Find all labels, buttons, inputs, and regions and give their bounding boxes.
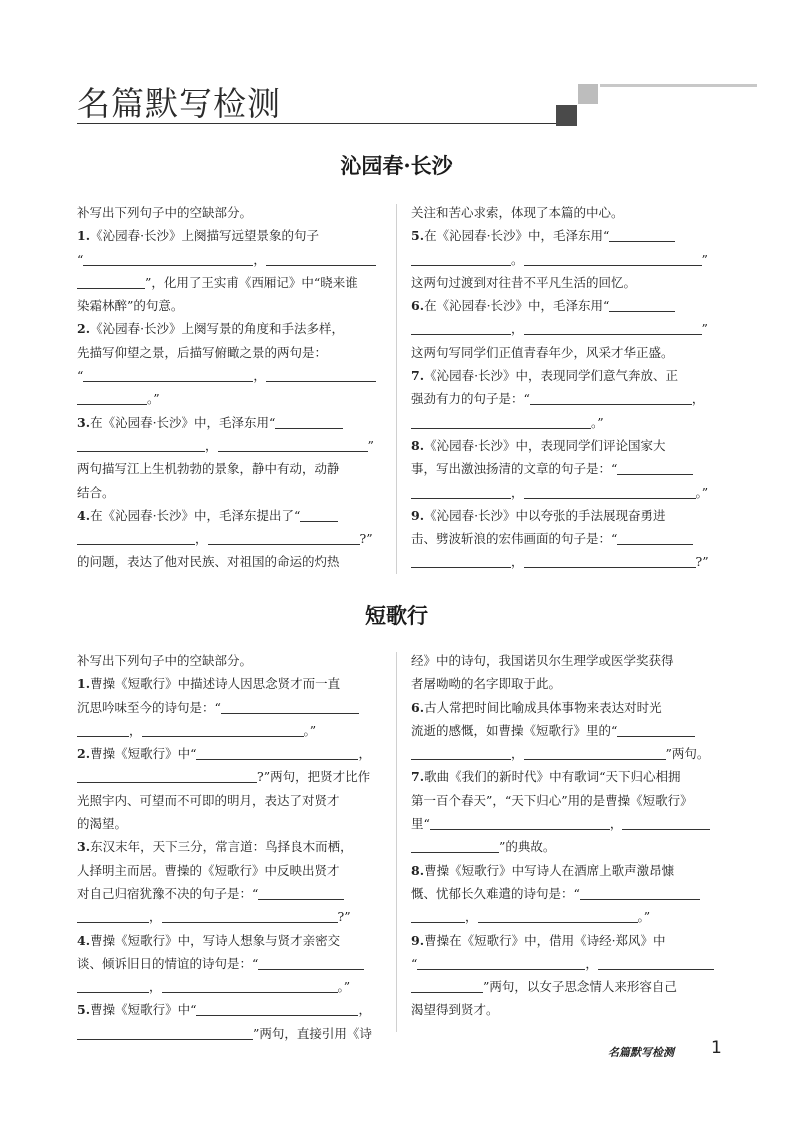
question-3: 3.东汉末年，天下三分，常言道：鸟择良木而栖， <box>77 839 353 855</box>
answer-blank[interactable] <box>411 747 511 760</box>
answer-blank[interactable] <box>77 724 129 737</box>
answer-blank[interactable] <box>411 416 591 429</box>
column-divider <box>396 652 397 1032</box>
question-2: 2.《沁园春·长沙》上阕写景的角度和手法多样， <box>77 321 345 337</box>
answer-blank[interactable] <box>275 416 343 429</box>
answer-blank[interactable] <box>77 439 205 452</box>
answer-blank[interactable] <box>622 817 710 830</box>
instruction: 补写出下列句子中的空缺部分。 <box>77 653 253 668</box>
answer-blank[interactable] <box>77 276 145 289</box>
answer-blank[interactable] <box>524 253 702 266</box>
question-6: 6.在《沁园春·长沙》中，毛泽东用“ <box>411 294 717 317</box>
answer-blank[interactable] <box>430 817 610 830</box>
section2-left-column: 补写出下列句子中的空缺部分。 1.曹操《短歌行》中描述诗人因思念贤才而一直 沉思吟味至今的诗句是：“ ， 。” 2.曹操《短歌行》中“ ， ?”两句，把贤才比作 光照宇内、可望而不可即的明月，表达了对贤才 的渴望。 3.东汉末年，天下三分，常言道：鸟择良木而栖， 人择明主而居。曹操的《短歌行》中反映出贤才 对自己归宿犹豫不决的句子是：“ ， ?” 4.曹操《短歌行》中，写诗人想象与贤才亲密交 谈、倾诉旧日的情谊的诗句是：“ ， 。” 5.曹操《短歌行》中“ ， ”两句，直接引用《诗 <box>77 649 381 1045</box>
answer-blank[interactable] <box>609 299 675 312</box>
section-title-duangexing: 短歌行 <box>365 603 428 628</box>
header-rule <box>77 123 575 124</box>
answer-blank[interactable] <box>258 887 344 900</box>
section-title-qinyuanchun: 沁园春·长沙 <box>340 153 453 178</box>
answer-blank[interactable] <box>524 747 666 760</box>
question-6: 6.古人常把时间比喻成具体事物来表达对时光 <box>411 699 662 715</box>
answer-blank[interactable] <box>411 910 465 923</box>
question-9: 9.《沁园春·长沙》中以夸张的手法展现奋勇进 <box>411 507 666 523</box>
answer-blank[interactable] <box>266 253 376 266</box>
question-3: 3.在《沁园春·长沙》中，毛泽东用“ <box>77 411 381 434</box>
question-5: 5.在《沁园春·长沙》中，毛泽东用“ <box>411 224 717 247</box>
answer-blank[interactable] <box>77 910 149 923</box>
answer-blank[interactable] <box>411 840 499 853</box>
decorative-square-dark <box>556 105 577 126</box>
answer-blank[interactable] <box>300 509 338 522</box>
answer-blank[interactable] <box>142 724 304 737</box>
answer-blank[interactable] <box>218 439 368 452</box>
answer-blank[interactable] <box>258 957 364 970</box>
answer-blank[interactable] <box>208 532 360 545</box>
answer-blank[interactable] <box>598 957 714 970</box>
answer-blank[interactable] <box>580 887 700 900</box>
question-1: 1.《沁园春·长沙》上阕描写远望景象的句子 <box>77 228 320 244</box>
answer-blank[interactable] <box>478 910 638 923</box>
question-1: 1.曹操《短歌行》中描述诗人因思念贤才而一直 <box>77 676 341 692</box>
section1-right-column: 关注和苦心求索，体现了本篇的中心。 5.在《沁园春·长沙》中，毛泽东用“ 。 ” 这两句过渡到对往昔不平凡生活的回忆。 6.在《沁园春·长沙》中，毛泽东用“ ， ” 这两句写同学们正值青春年少，风采才华正盛。 7.《沁园春·长沙》中，表现同学们意气奔放、正 强劲有力的句子是：“ ， 。” 8.《沁园春·长沙》中，表现同学们评论国家大 事，写出激浊扬清的文章的句子是：“ ， 。” 9.《沁园春·长沙》中以夸张的手法展现奋勇进 击、劈波斩浪的宏伟画面的句子是：“ ， ?” <box>411 201 717 574</box>
decorative-square-light <box>578 84 598 104</box>
answer-blank[interactable] <box>83 253 253 266</box>
answer-blank[interactable] <box>83 369 253 382</box>
instruction: 补写出下列句子中的空缺部分。 <box>77 205 253 220</box>
question-5: 5.曹操《短歌行》中“ ， <box>77 1002 371 1018</box>
section1-left-column: 补写出下列句子中的空缺部分。 1.《沁园春·长沙》上阕描写远望景象的句子 “ ， ”，化用了王实甫《西厢记》中“晓来谁 染霜林醉”的句意。 2.《沁园春·长沙》上阕写景的角度和手法多样， 先描写仰望之景，后描写俯瞰之景的两句是： “ ， 。” 3.在《沁园春·长沙》中，毛泽东用“ ， ” 两句描写江上生机勃勃的景象，静中有动，动静 结合。 4.在《沁园春·长沙》中，毛泽东提出了“ ， ?” 的问题，表达了他对民族、对祖国的命运的灼热 <box>77 201 381 574</box>
answer-blank[interactable] <box>77 980 149 993</box>
question-4: 4.曹操《短歌行》中，写诗人想象与贤才亲密交 <box>77 932 341 948</box>
answer-blank[interactable] <box>411 980 483 993</box>
answer-blank[interactable] <box>417 957 585 970</box>
answer-blank[interactable] <box>617 462 693 475</box>
page-number: 1 <box>711 1038 722 1058</box>
answer-blank[interactable] <box>524 486 696 499</box>
section2-right-column: 经》中的诗句，我国诺贝尔生理学或医学奖获得 者屠呦呦的名字即取于此。 6.古人常把时间比喻成具体事物来表达对时光 流逝的感慨，如曹操《短歌行》里的“ ， ”两句。 7.歌曲《我们的新时代》中有歌词“天下归心相拥 第一百个春天”，“天下归心”用的是曹操《短歌行》 里“ ， ”的典故。 8.曹操《短歌行》中写诗人在酒席上歌声激昂慷 慨、忧郁长久难遣的诗句是：“ ， 。” 9.曹操在《短歌行》中，借用《诗经·郑风》中 “ ， ”两句，以女子思念情人来形容自己 渴望得到贤才。 <box>411 649 717 1022</box>
decorative-top-bar <box>600 84 757 87</box>
answer-blank[interactable] <box>162 910 338 923</box>
question-2: 2.曹操《短歌行》中“ ， <box>77 746 371 762</box>
answer-blank[interactable] <box>617 532 693 545</box>
answer-blank[interactable] <box>411 486 511 499</box>
question-7: 7.歌曲《我们的新时代》中有歌词“天下归心相拥 <box>411 769 681 785</box>
answer-blank[interactable] <box>77 532 195 545</box>
answer-blank[interactable] <box>221 701 359 714</box>
page-header-title: 名篇默写检测 <box>77 84 281 123</box>
answer-blank[interactable] <box>77 1027 253 1040</box>
answer-blank[interactable] <box>77 770 257 783</box>
question-9: 9.曹操在《短歌行》中，借用《诗经·郑风》中 <box>411 932 666 948</box>
answer-blank[interactable] <box>77 392 147 405</box>
answer-blank[interactable] <box>524 555 696 568</box>
answer-blank[interactable] <box>196 747 358 760</box>
answer-blank[interactable] <box>524 322 702 335</box>
answer-blank[interactable] <box>411 322 511 335</box>
answer-blank[interactable] <box>530 392 692 405</box>
column-divider <box>396 204 397 574</box>
answer-blank[interactable] <box>617 724 695 737</box>
answer-blank[interactable] <box>411 555 511 568</box>
answer-blank[interactable] <box>266 369 376 382</box>
question-4: 4.在《沁园春·长沙》中，毛泽东提出了“ <box>77 504 381 527</box>
answer-blank[interactable] <box>609 229 675 242</box>
question-7: 7.《沁园春·长沙》中，表现同学们意气奔放、正 <box>411 368 679 384</box>
question-8: 8.《沁园春·长沙》中，表现同学们评论国家大 <box>411 437 666 453</box>
footer-label: 名篇默写检测 <box>608 1046 674 1059</box>
answer-blank[interactable] <box>196 1003 358 1016</box>
answer-blank[interactable] <box>162 980 338 993</box>
answer-blank[interactable] <box>411 253 511 266</box>
question-8: 8.曹操《短歌行》中写诗人在酒席上歌声激昂慷 <box>411 862 675 878</box>
